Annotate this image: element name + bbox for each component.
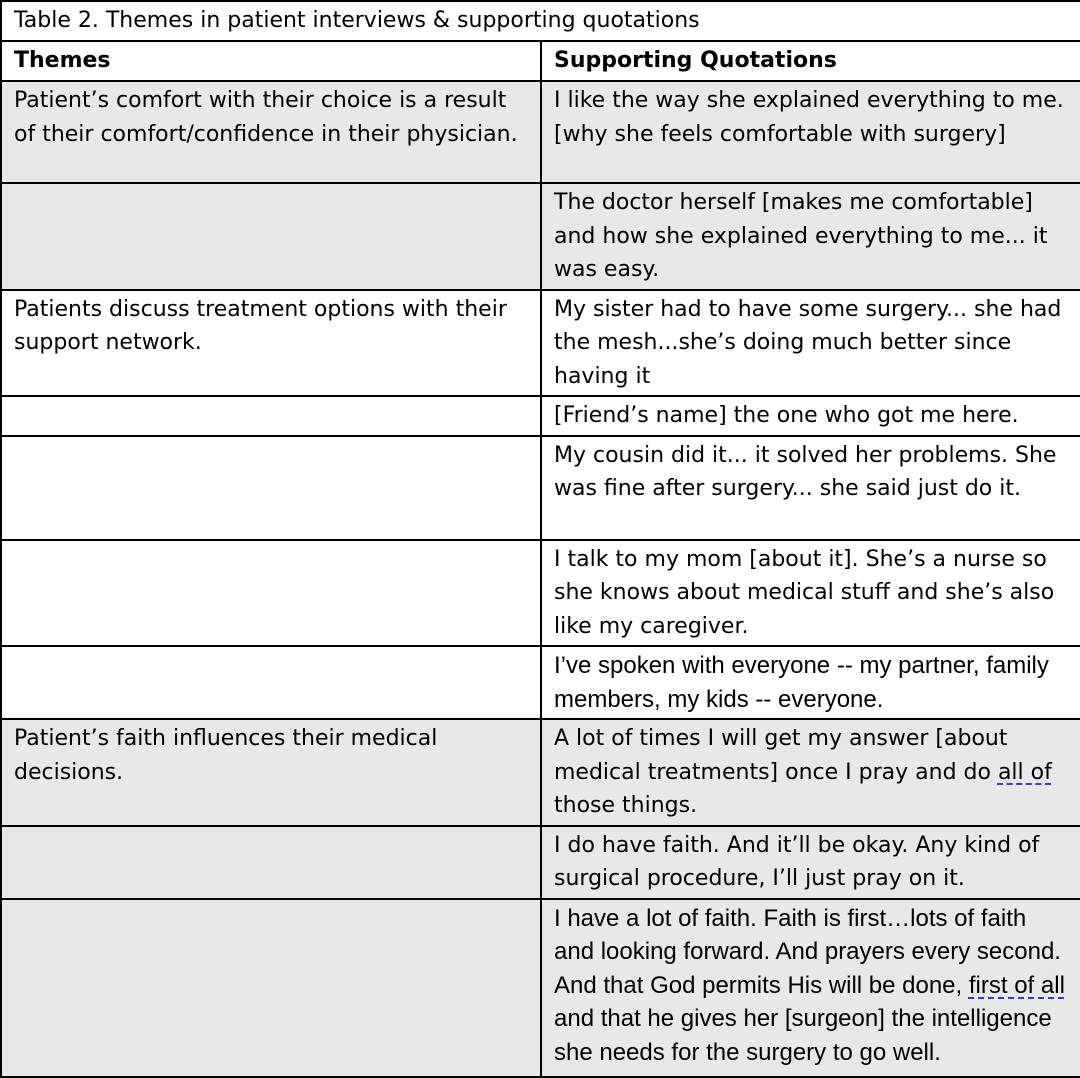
quote-cell: My sister had to have some surgery... she had the mesh...she’s doing much better since having it — [541, 290, 1080, 397]
theme-cell: Patient’s comfort with their choice is a result of their comfort/confidence in their physician. — [1, 81, 541, 183]
quote-text: I have a lot of faith. Faith is first…lots of faith and looking forward. And prayers every second. And that God permits His will be done, — [554, 904, 1061, 999]
theme-cell — [1, 540, 541, 647]
quote-text: and that he gives her [surgeon] the intelligence she needs for the surgery to go well. — [554, 1005, 1052, 1066]
theme-cell — [1, 826, 541, 899]
theme-cell: Patient’s faith influences their medical decisions. — [1, 719, 541, 826]
theme-cell: Patients discuss treatment options with their support network. — [1, 290, 541, 397]
quote-cell: I’ve spoken with everyone -- my partner, family members, my kids -- everyone. — [541, 646, 1080, 719]
caption-row — [1, 1, 1080, 41]
table-row — [1, 183, 1080, 290]
table-row — [1, 436, 1080, 540]
spellcheck-flag[interactable]: first of all — [968, 971, 1065, 999]
spellcheck-flag[interactable]: all of — [997, 759, 1052, 785]
header-row — [1, 41, 1080, 81]
quote-cell — [541, 899, 1080, 1077]
table-row — [1, 646, 1080, 719]
quote-cell: I talk to my mom [about it]. She’s a nurse so she knows about medical stuff and she’s also like my caregiver. — [541, 540, 1080, 647]
quote-text: A lot of times I will get my answer [about medical treatments] once I pray and do — [554, 726, 1008, 785]
table-row — [1, 899, 1080, 1077]
quote-text: those things. — [554, 793, 698, 818]
theme-cell — [1, 183, 541, 290]
table-row — [1, 826, 1080, 899]
table-row — [1, 540, 1080, 647]
table-caption: Table 2. Themes in patient interviews & supporting quotations — [1, 1, 1080, 41]
table-row — [1, 396, 1080, 436]
quote-cell: The doctor herself [makes me comfortable] and how she explained everything to me... it was easy. — [541, 183, 1080, 290]
quote-cell: My cousin did it... it solved her problems. She was fine after surgery... she said just do it. — [541, 436, 1080, 540]
table-row — [1, 290, 1080, 397]
header-themes: Themes — [1, 41, 541, 81]
quote-cell: [Friend’s name] the one who got me here. — [541, 396, 1080, 436]
quote-cell: I like the way she explained everything to me. [why she feels comfortable with surgery] — [541, 81, 1080, 183]
theme-cell — [1, 436, 541, 540]
quote-cell — [541, 719, 1080, 826]
quote-cell: I do have faith. And it’ll be okay. Any kind of surgical procedure, I’ll just pray on it. — [541, 826, 1080, 899]
theme-cell — [1, 899, 541, 1077]
theme-cell — [1, 646, 541, 719]
table-row — [1, 719, 1080, 826]
table-row — [1, 81, 1080, 183]
theme-cell — [1, 396, 541, 436]
header-quotations: Supporting Quotations — [541, 41, 1080, 81]
